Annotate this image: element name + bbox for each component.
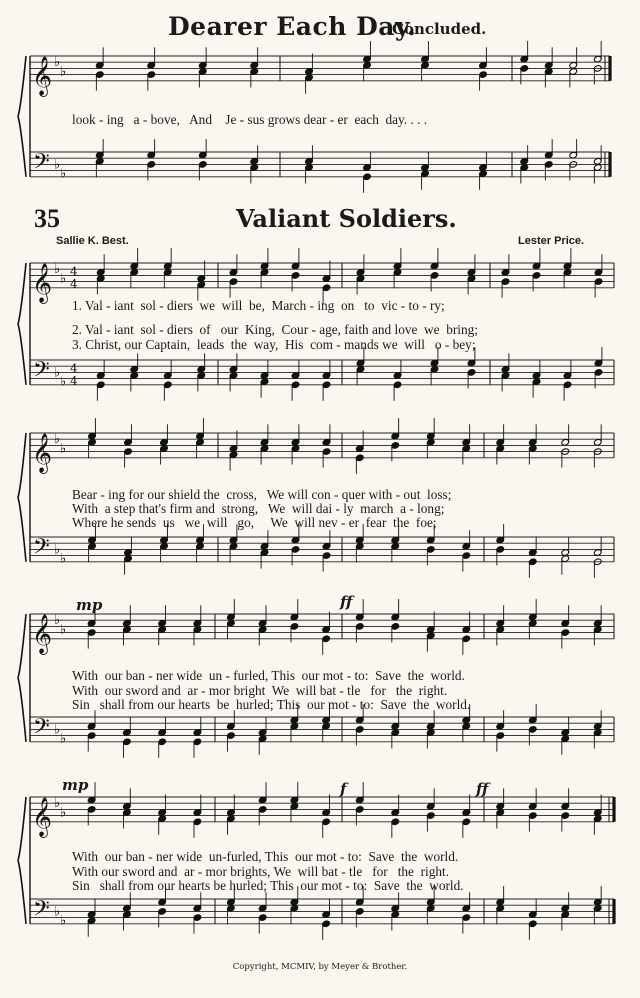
lyric-line: 3. Christ, our Captain, leads the way, His com - mands we will o - bey; [72, 337, 476, 352]
time-signature: 4 [70, 373, 78, 388]
treble-clef: 𝄞 [32, 262, 53, 303]
song-title-dearer-each-day: Dearer Each Day. [168, 12, 417, 41]
flat-sign: ♭ [60, 551, 67, 567]
system-brace [18, 433, 26, 562]
flat-sign: ♭ [54, 613, 61, 629]
flat-sign: ♭ [54, 796, 61, 812]
flat-sign: ♭ [54, 157, 61, 173]
flat-sign: ♭ [60, 731, 67, 747]
flat-sign: ♭ [54, 365, 61, 381]
dynamic-marking: ff [340, 593, 353, 611]
dynamic-marking: f [340, 780, 347, 798]
copyright-footer: Copyright, MCMIV, by Meyer & Brother. [232, 962, 408, 972]
dynamic-marking: mp [62, 776, 89, 794]
time-signature: 4 [70, 264, 78, 279]
flat-sign: ♭ [60, 805, 67, 821]
treble-clef: 𝄞 [32, 613, 53, 654]
flat-sign: ♭ [60, 271, 67, 287]
treble-clef: 𝄞 [32, 432, 53, 473]
lyric-line: Bear - ing for our shield the cross, We will con - quer with - out loss; [72, 487, 452, 502]
flat-sign: ♭ [60, 441, 67, 457]
lyric-line: With our ban - ner wide un-furled, This our mot - to: Save the world. [72, 849, 459, 864]
flat-sign: ♭ [54, 262, 61, 278]
lyric-line: With our ban - ner wide un - furled, This our mot - to: Save the world. [72, 668, 465, 683]
system-brace [18, 614, 26, 742]
hymn-title: Valiant Soldiers. [236, 204, 457, 233]
concluded-label: Concluded. [392, 20, 487, 38]
treble-clef: 𝄞 [32, 796, 53, 837]
flat-sign: ♭ [60, 913, 67, 929]
lyric-line: Sin shall from our hearts be hurled; This our mot - to: Save the world. [72, 697, 471, 712]
system-brace [18, 797, 26, 924]
lyric-line: Where he sends us we will go, We will nev - er fear the foe; [72, 515, 437, 530]
bass-clef: 𝄢 [33, 149, 50, 180]
hymn-number: 35 [34, 204, 60, 233]
time-signature: 4 [70, 361, 78, 376]
treble-clef: 𝄞 [32, 55, 53, 96]
lyric-line: look - ing a - bove, And Je - sus grows dear - er each day. . . . [72, 112, 428, 127]
system-brace [18, 263, 26, 385]
flat-sign: ♭ [54, 722, 61, 738]
flat-sign: ♭ [60, 64, 67, 80]
lyric-line: With our sword and ar - mor bright We will bat - tle for the right. [72, 683, 448, 698]
lyric-line: Sin shall from our hearts be hurled; This our mot - to: Save the world. [72, 878, 464, 893]
lyric-line: With a step that's firm and strong, We will dai - ly march a - long; [72, 501, 445, 516]
flat-sign: ♭ [54, 55, 61, 71]
bass-clef: 𝄢 [33, 714, 50, 745]
bass-clef: 𝄢 [33, 534, 50, 565]
lyric-line: 2. Val - iant sol - diers of our King, Cour - age, faith and love we bring; [72, 322, 478, 337]
flat-sign: ♭ [54, 904, 61, 920]
bass-clef: 𝄢 [33, 357, 50, 388]
flat-sign: ♭ [54, 542, 61, 558]
system-brace [18, 56, 26, 177]
dynamic-marking: ff [476, 780, 489, 798]
lyricist-credit: Sallie K. Best. [56, 235, 129, 247]
time-signature: 4 [70, 276, 78, 291]
composer-credit: Lester Price. [518, 235, 585, 247]
flat-sign: ♭ [60, 374, 67, 390]
lyric-line: 1. Val - iant sol - diers we will be, March - ing on to vic - to - ry; [72, 298, 445, 313]
bass-clef: 𝄢 [33, 896, 50, 927]
flat-sign: ♭ [54, 432, 61, 448]
flat-sign: ♭ [60, 166, 67, 182]
dynamic-marking: mp [76, 596, 103, 614]
flat-sign: ♭ [60, 622, 67, 638]
lyric-line: With our sword and ar - mor brights, We will bat - tle for the right. [72, 864, 450, 879]
